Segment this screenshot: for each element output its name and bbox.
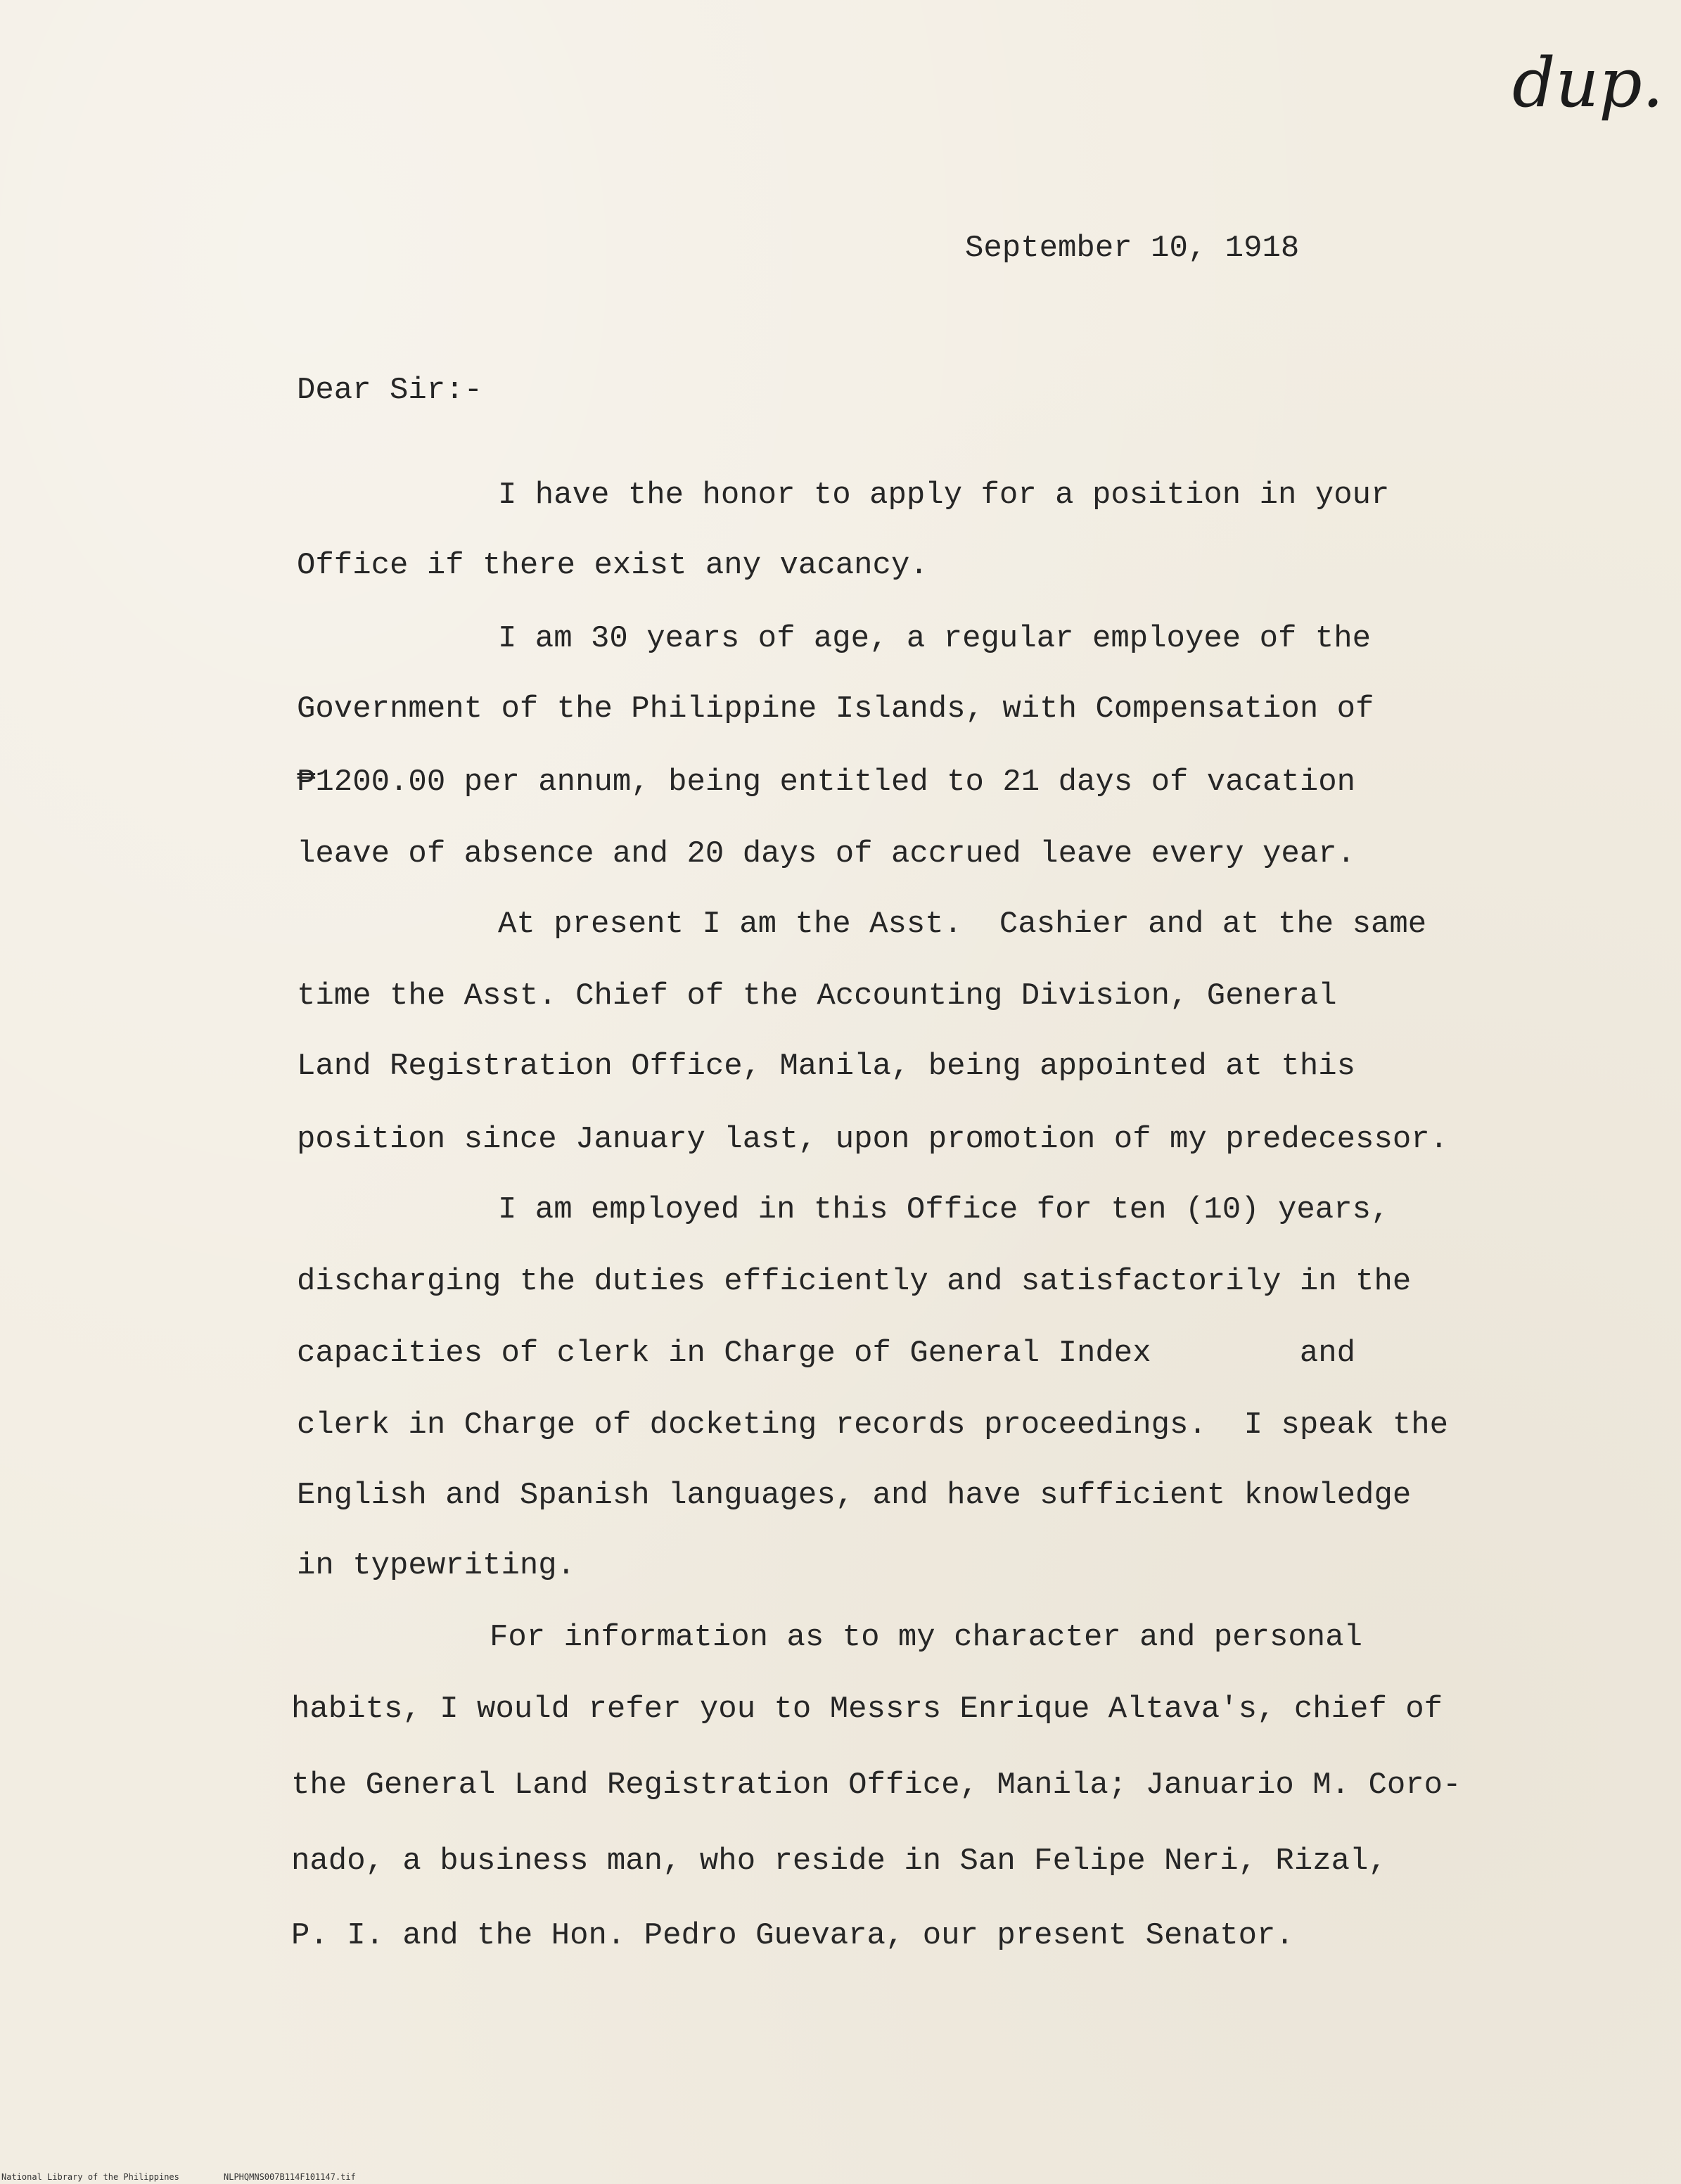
- body-line: I am employed in this Office for ten (10) years,: [498, 1192, 1390, 1227]
- handwritten-annotation: dup.: [1512, 44, 1664, 122]
- body-line: clerk in Charge of docketing records proceedings. I speak the: [297, 1407, 1449, 1443]
- salutation: Dear Sir:-: [297, 373, 483, 408]
- body-line: I am 30 years of age, a regular employee of the: [498, 621, 1372, 656]
- body-line: capacities of clerk in Charge of General Index and: [297, 1336, 1356, 1371]
- body-line: English and Spanish languages, and have sufficient knowledge: [297, 1478, 1412, 1513]
- body-line: Government of the Philippine Islands, with Compensation of: [297, 691, 1374, 727]
- body-line: time the Asst. Chief of the Accounting Division, General: [297, 978, 1337, 1014]
- body-line: leave of absence and 20 days of accrued leave every year.: [297, 836, 1356, 871]
- body-line: Office if there exist any vacancy.: [297, 548, 928, 583]
- body-line: position since January last, upon promotion of my predecessor.: [297, 1122, 1449, 1157]
- body-line: Land Registration Office, Manila, being appointed at this: [297, 1049, 1356, 1084]
- body-line: habits, I would refer you to Messrs Enrique Altava's, chief of: [291, 1692, 1443, 1727]
- body-line: For information as to my character and personal: [490, 1620, 1363, 1655]
- body-line: nado, a business man, who reside in San Felipe Neri, Rizal,: [291, 1844, 1387, 1879]
- body-line: in typewriting.: [297, 1548, 576, 1583]
- body-line: the General Land Registration Office, Manila; Januario M. Coro-: [291, 1768, 1462, 1803]
- body-line: I have the honor to apply for a position in your: [498, 478, 1390, 513]
- letter-date: September 10, 1918: [965, 231, 1300, 266]
- body-line: P. I. and the Hon. Pedro Guevara, our present Senator.: [291, 1918, 1294, 1953]
- body-line: ₱1200.00 per annum, being entitled to 21 days of vacation: [297, 765, 1356, 800]
- body-line: At present I am the Asst. Cashier and at the same: [498, 907, 1427, 942]
- body-line: discharging the duties efficiently and satisfactorily in the: [297, 1264, 1412, 1299]
- footer-filename: NLPHQMNS007B114F101147.tif: [224, 2172, 356, 2182]
- footer-library: National Library of the Philippines: [1, 2172, 179, 2182]
